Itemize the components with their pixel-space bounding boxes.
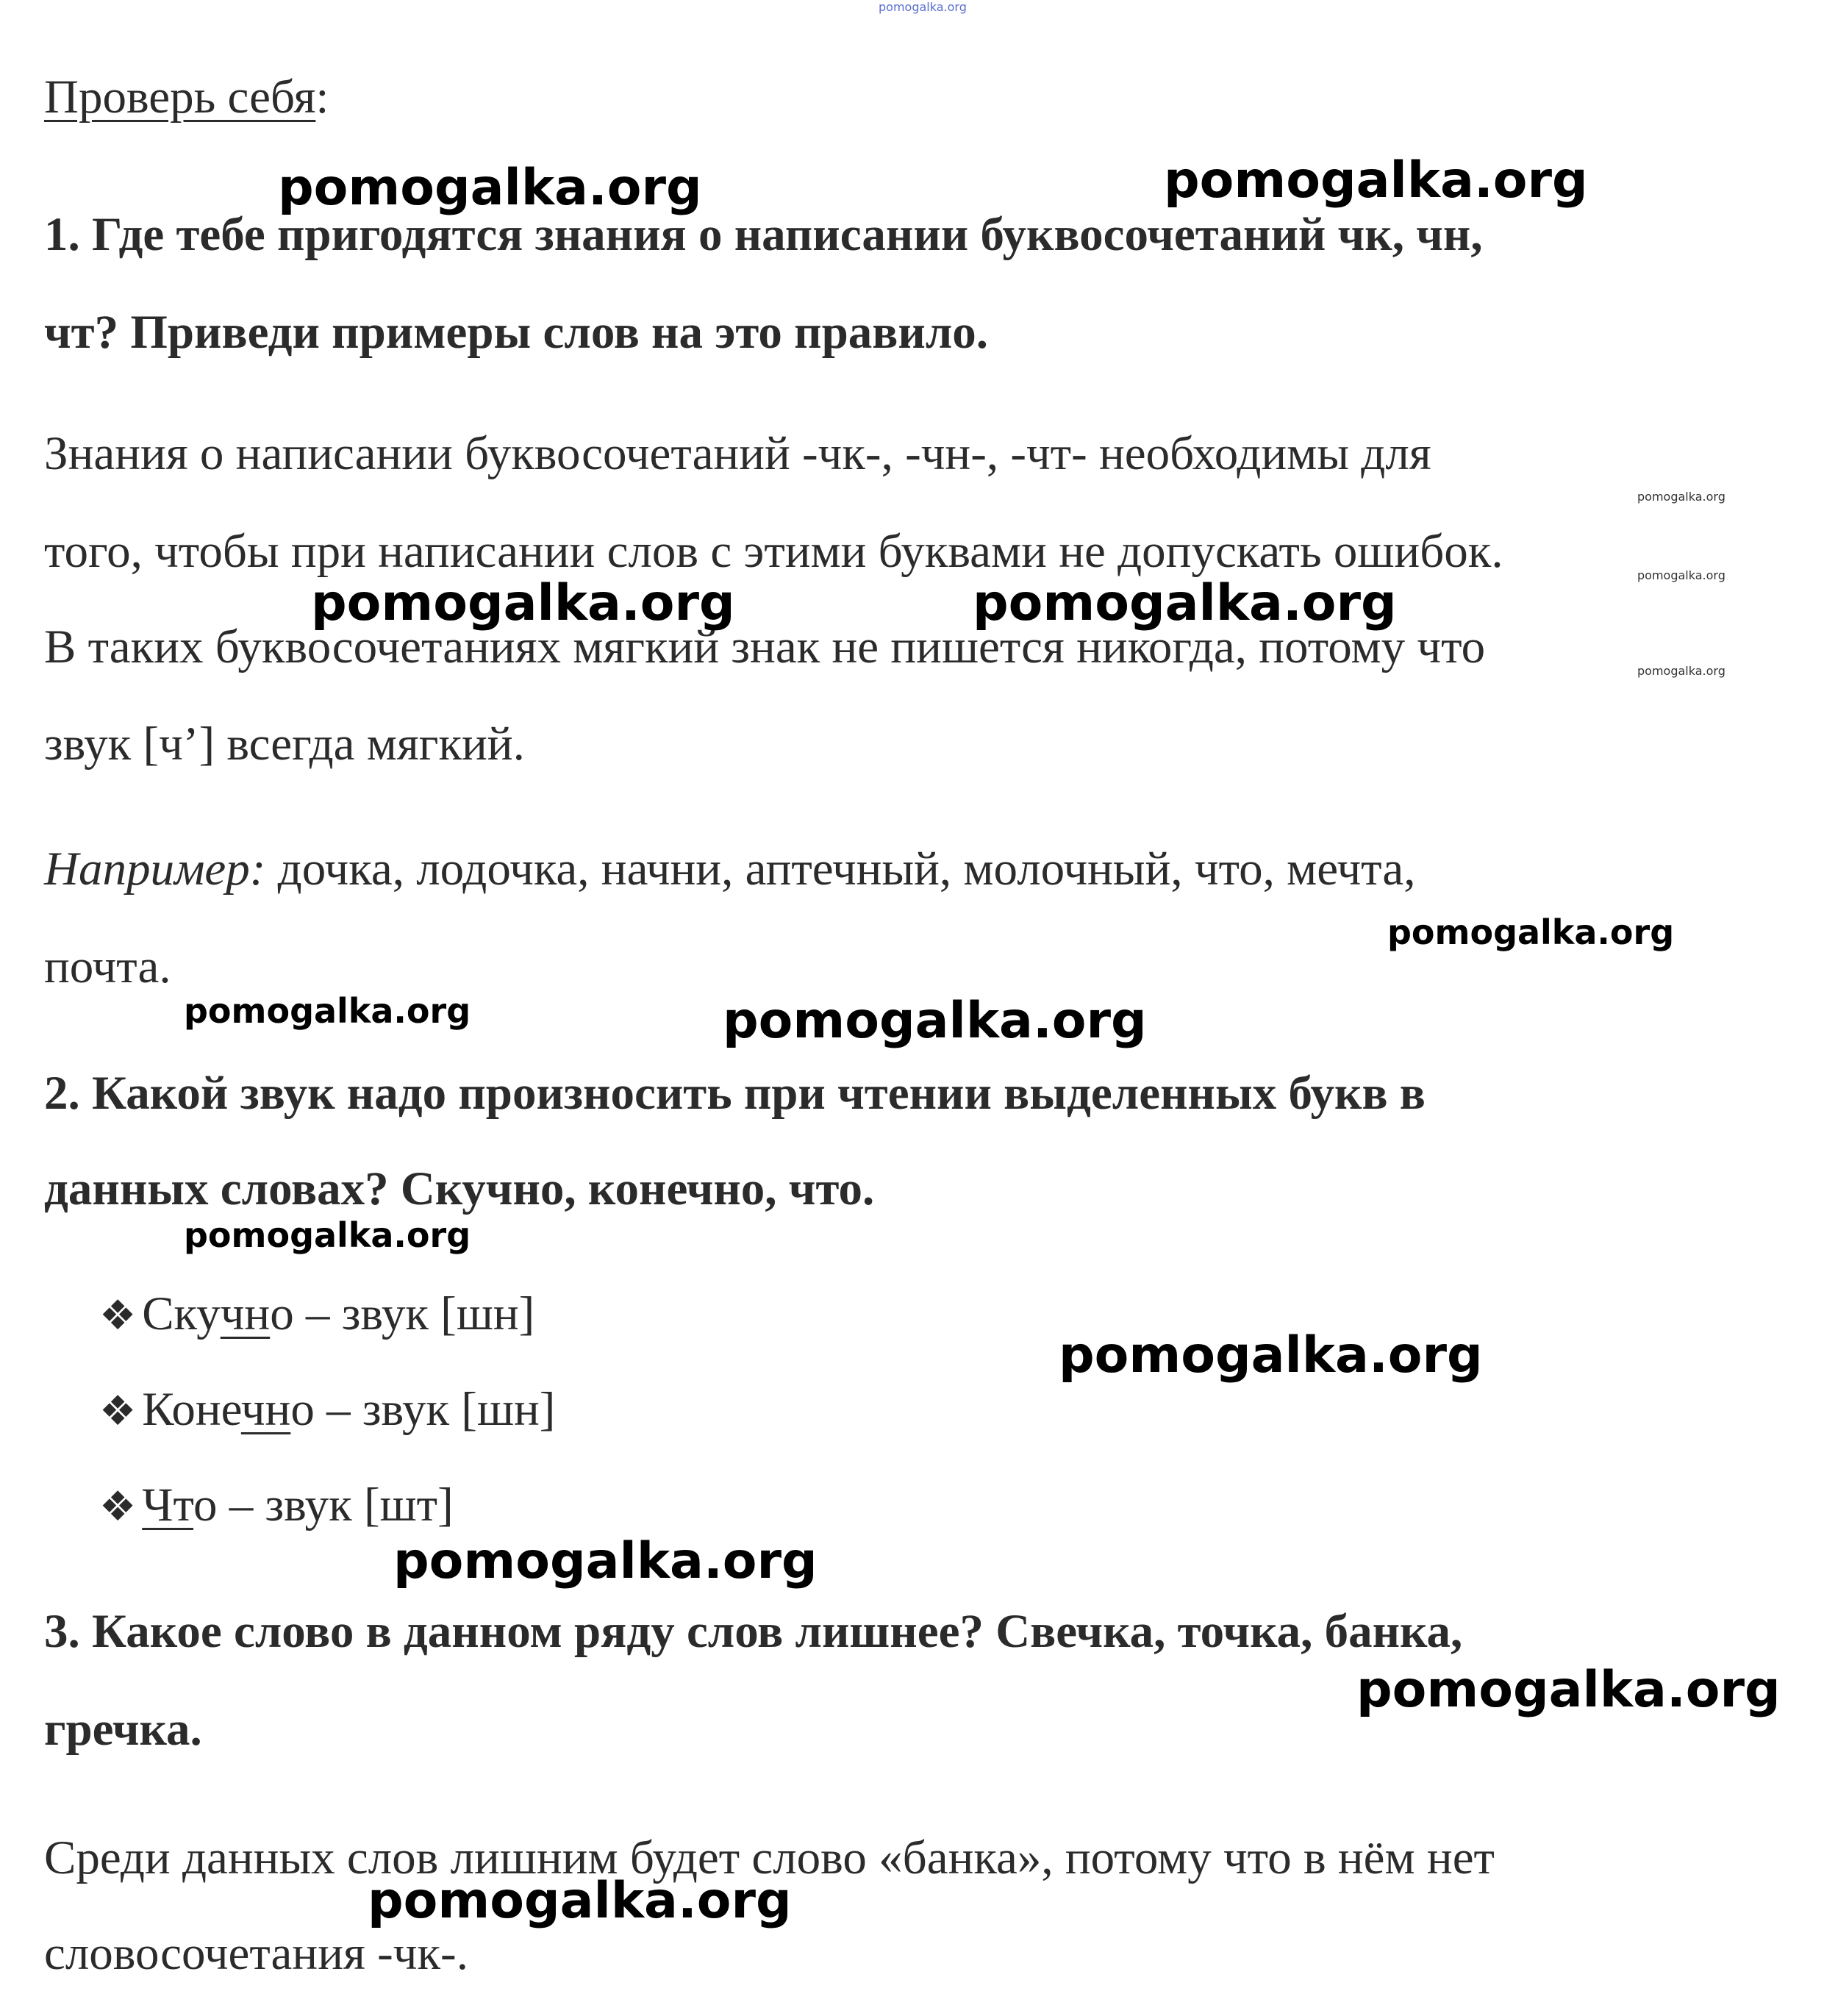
answer-1-example [44, 843, 1416, 896]
diamond-bullet-icon: ❖ [99, 1292, 137, 1340]
example-words: дочка, лодочка, начни, аптечный, молочный, что, мечта, [265, 843, 1416, 896]
section-heading-label: Проверь себя [44, 71, 316, 124]
answer-2-item-2 [99, 1383, 556, 1436]
watermark-small: pomogalka.org [1637, 664, 1725, 678]
item-text-pre: Ску [142, 1287, 221, 1340]
watermark: pomogalka.org [393, 1532, 818, 1590]
question-1-line-2: чт? Приведи примеры слов на это правило. [44, 306, 989, 359]
question-3-line-1: 3. Какое слово в данном ряду слов лишнее? Свечка, точка, банка, [44, 1605, 1463, 1658]
answer-1-line-4: звук [ч’] всегда мягкий. [44, 718, 525, 771]
watermark: pomogalka.org [973, 574, 1397, 632]
answer-3-line-1: Среди данных слов лишним будет слово «банка», потому что в нём нет [44, 1831, 1495, 1884]
diamond-bullet-icon: ❖ [99, 1387, 137, 1435]
answer-2-item-1 [99, 1287, 535, 1340]
item-text-highlight: чн [220, 1287, 271, 1340]
item-text-pre: Коне [142, 1383, 241, 1436]
watermark: pomogalka.org [1356, 1661, 1781, 1719]
answer-2-item-3 [99, 1481, 454, 1529]
question-3-line-2: гречка. [44, 1703, 202, 1756]
watermark: pomogalka.org [368, 1872, 792, 1930]
watermark: pomogalka.org [311, 574, 735, 632]
question-1-line-1: 1. Где тебе пригодятся знания о написании буквосочетаний чк, чн, [44, 208, 1483, 261]
item-text-post: о – звук [шт] [193, 1479, 454, 1531]
answer-1-line-2: того, чтобы при написании слов с этими буквами не допускать ошибок. [44, 525, 1503, 578]
watermark-top: pomogalka.org [879, 0, 967, 14]
item-text-post: о – звук [шн] [290, 1383, 556, 1436]
diamond-bullet-icon: ❖ [99, 1483, 137, 1531]
watermark-small: pomogalka.org [1637, 568, 1725, 582]
section-heading-colon: : [315, 71, 329, 124]
watermark: pomogalka.org [1059, 1326, 1483, 1384]
watermark: pomogalka.org [1164, 151, 1588, 210]
answer-3-line-2: словосочетания -чк-. [44, 1927, 468, 1980]
item-text-post: о – звук [шн] [270, 1287, 535, 1340]
item-text-highlight: чн [240, 1383, 291, 1436]
answer-1-example-line-2: почта. [44, 940, 171, 993]
answer-1-line-3: В таких буквосочетаниях мягкий знак не пишется никогда, потому что [44, 621, 1486, 673]
section-heading [44, 71, 329, 124]
watermark: pomogalka.org [1387, 912, 1675, 952]
question-2-line-2: данных словах? Скучно, конечно, что. [44, 1162, 875, 1215]
question-2-line-1: 2. Какой звук надо произносить при чтении выделенных букв в [44, 1067, 1426, 1120]
watermark: pomogalka.org [184, 991, 471, 1031]
watermark: pomogalka.org [184, 1215, 471, 1255]
answer-1-line-1: Знания о написании буквосочетаний -чк-, -чн-, -чт- необходимы для [44, 427, 1431, 480]
watermark-small: pomogalka.org [1637, 490, 1725, 504]
watermark: pomogalka.org [278, 159, 702, 217]
example-label: Например: [44, 843, 266, 896]
watermark: pomogalka.org [723, 992, 1147, 1050]
item-text-highlight: Чт [142, 1479, 193, 1531]
